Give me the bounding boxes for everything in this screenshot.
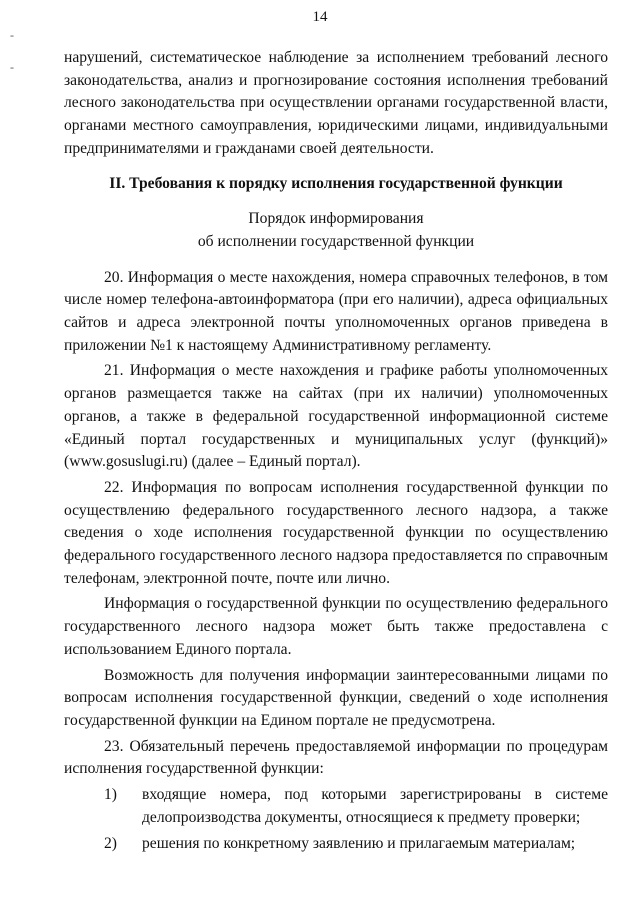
list-item-number: 1) — [104, 786, 117, 804]
list-item — [64, 784, 608, 829]
margin-mark: - — [10, 28, 14, 42]
paragraph-23: 23. Обязательный перечень предоставляемой информации по процедурам исполнения государственной функции: — [64, 737, 608, 778]
section-heading: II. Требования к порядку исполнения государственной функции — [109, 174, 563, 192]
list-item — [64, 833, 608, 856]
paragraph-22: 22. Информация по вопросам исполнения государственной функции по осуществлению федерального государственного лесного надзора, а также сведения о ходе исполнения государственной функции по осуществлению федерального государственного лесного надзора предоставляется по справочным телефонам, электронной почте, почте или лично. — [64, 478, 608, 587]
subheading-line-1: Порядок информирования — [248, 210, 424, 228]
intro-paragraph: нарушений, систематическое наблюдение за исполнением требований лесного законодательства, анализ и прогнозирование состояния исполнения требований лесного законодательства при осуществлении органами государственной власти, органами местного самоуправления, юридическими лицами, индивидуальными предпринимателями и гражданами своей деятельности. — [64, 49, 608, 157]
paragraph-21: 21. Информация о месте нахождения и графике работы уполномоченных органов размещается также на сайтах (при их наличии) уполномоченных органов, а также в федеральной государственной информационной системе «Единый портал государственных и муниципальных услуг (функций)» (www.gosuslugi.ru) (далее – Единый портал). — [64, 362, 608, 471]
list-item-number: 2) — [104, 834, 117, 852]
page-number: 14 — [312, 9, 328, 25]
paragraph-portal-info: Информация о государственной функции по осуществлению федерального государственного лесного надзора может быть также предоставлена с использованием Единого портала. — [64, 595, 608, 658]
margin-mark: - — [10, 60, 14, 74]
subheading-line-2: об исполнении государственной функции — [197, 232, 475, 250]
paragraph-20: 20. Информация о месте нахождения, номера справочных телефонов, в том числе номер телефона-автоинформатора (при его наличии), адреса официальных сайтов и адреса электронной почты уполномоченных органов приведена в приложении №1 к настоящему Административному регламенту. — [64, 268, 608, 354]
list-item-text: входящие номера, под которыми зарегистрированы в системе делопроизводства документы, относящиеся к предмету проверки; — [142, 786, 608, 826]
list-item-text: решения по конкретному заявлению и прилагаемым материалам; — [142, 834, 576, 852]
document-body — [64, 47, 608, 855]
paragraph-portal-availability: Возможность для получения информации заинтересованными лицами по вопросам исполнения государственной функции, сведений о ходе исполнения государственной функции на Едином портале не предусмотрена. — [64, 666, 608, 729]
